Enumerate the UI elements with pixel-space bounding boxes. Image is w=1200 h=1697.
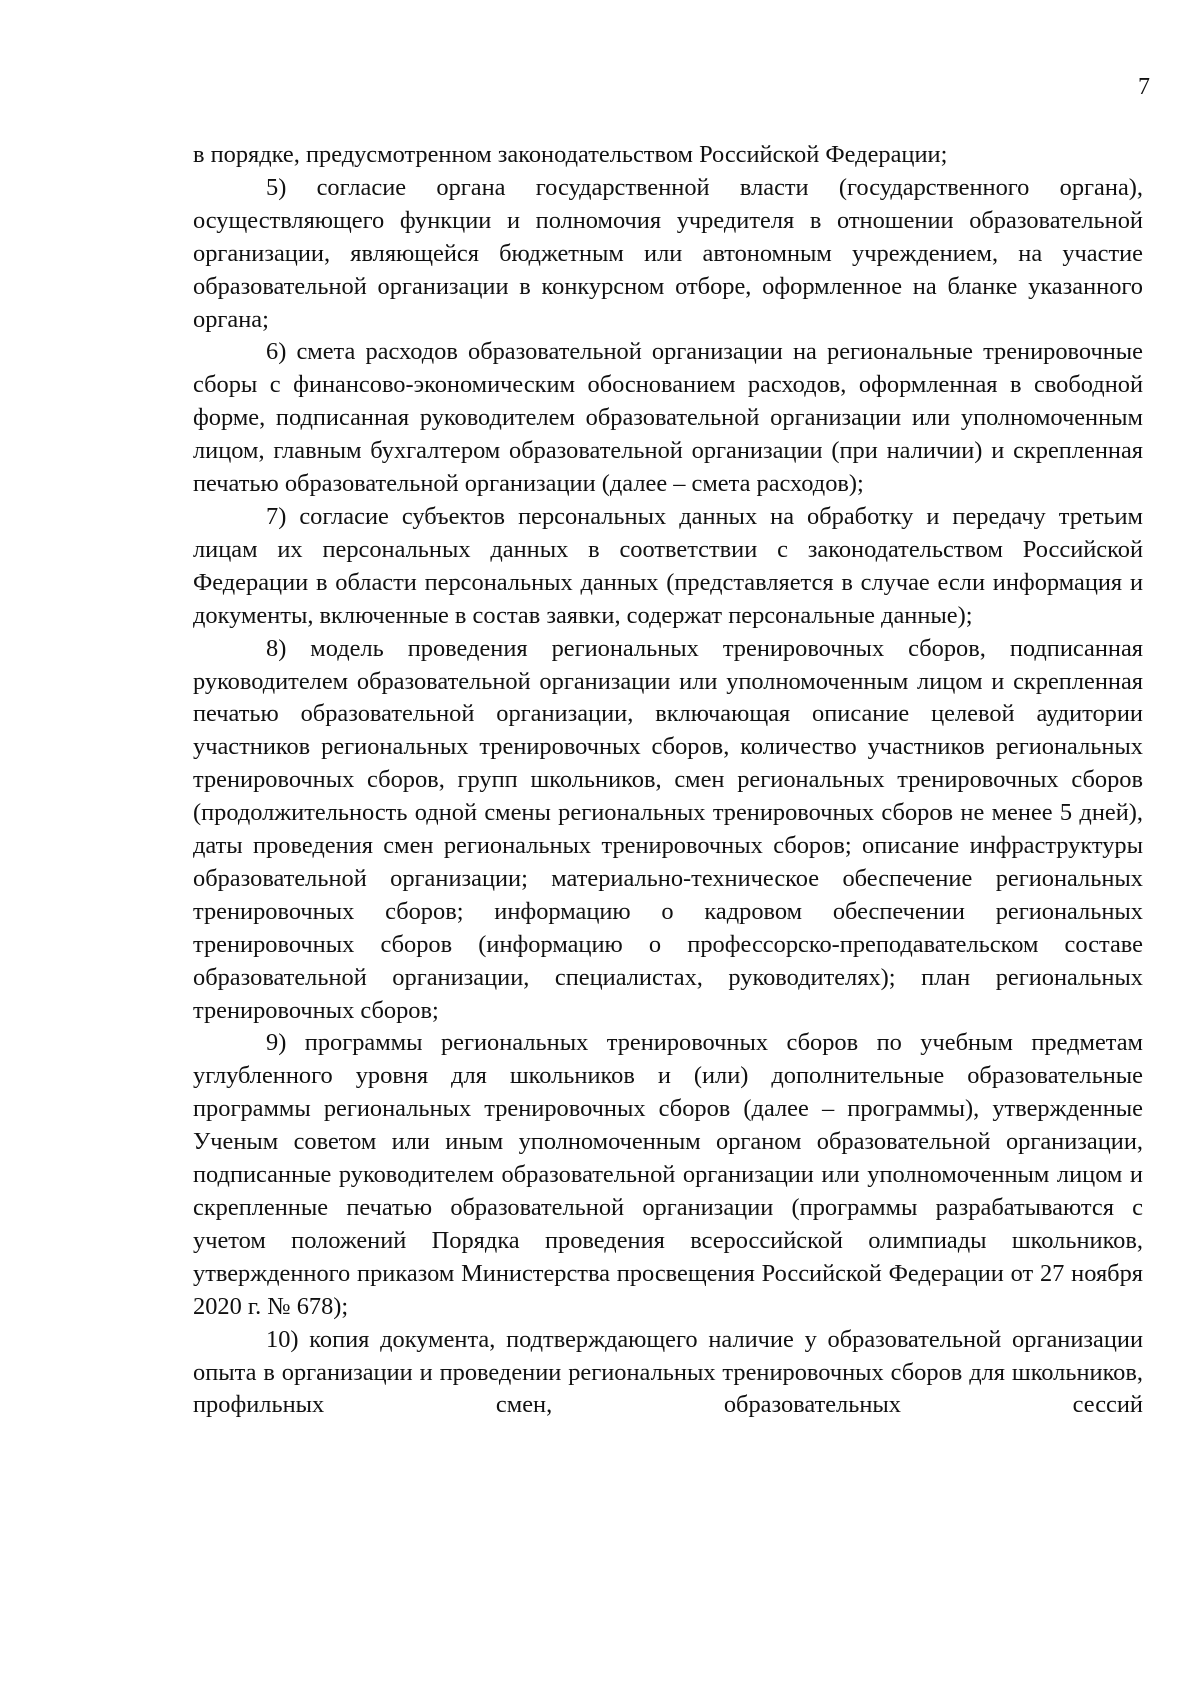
- paragraph-item-5: 5) согласие органа государственной власти (государственного органа), осуществляющего функции и полномочия учредителя в отношении образовательной организации, являющейся бюджетным или автономным учреждением, на участие образовательной организации в конкурсном отборе, оформленное на бланке указанного органа;: [193, 173, 1143, 333]
- paragraph-item-7: 7) согласие субъектов персональных данных на обработку и передачу третьим лицам их персональных данных в соответствии с законодательством Российской Федерации в области персональных данных (представляется в случае если информация и документы, включенные в состав заявки, содержат персональные данные);: [193, 502, 1143, 629]
- paragraph-continuation: в порядке, предусмотренном законодательством Российской Федерации;: [193, 141, 948, 168]
- document-body: [193, 139, 1143, 1422]
- page-number: 7: [1138, 74, 1150, 100]
- paragraph-item-8: 8) модель проведения региональных тренировочных сборов, подписанная руководителем образовательной организации или уполномоченным лицом и скрепленная печатью образовательной организации, включающая описание целевой аудитории участников региональных тренировочных сборов, количество участников региональных тренировочных сборов, групп школьников, смен региональных тренировочных сборов (продолжительность одной смены региональных тренировочных сборов не менее 5 дней), даты проведения смен региональных тренировочных сборов; описание инфраструктуры образовательной организации; материально-техническое обеспечение региональных тренировочных сборов; информацию о кадровом обеспечении региональных тренировочных сборов (информацию о профессорско-преподавательском составе образовательной организации, специалистах, руководителях); план региональных тренировочных сборов;: [193, 634, 1143, 1024]
- paragraph-item-10: 10) копия документа, подтверждающего наличие у образовательной организации опыта в организации и проведении региональных тренировочных сборов для школьников, профильных смен, образовательных сессий: [193, 1325, 1143, 1419]
- paragraph-item-9: 9) программы региональных тренировочных сборов по учебным предметам углубленного уровня для школьников и (или) дополнительные образовательные программы региональных тренировочных сборов (далее – программы), утвержденные Ученым советом или иным уполномоченным органом образовательной организации, подписанные руководителем образовательной организации или уполномоченным лицом и скрепленные печатью образовательной организации (программы разрабатываются с учетом положений Порядка проведения всероссийской олимпиады школьников, утвержденного приказом Министерства просвещения Российской Федерации от 27 ноября 2020 г. № 678);: [193, 1029, 1143, 1320]
- paragraph-item-6: 6) смета расходов образовательной организации на региональные тренировочные сборы с финансово-экономическим обоснованием расходов, оформленная в свободной форме, подписанная руководителем образовательной организации или уполномоченным лицом, главным бухгалтером образовательной организации (при наличии) и скрепленная печатью образовательной организации (далее – смета расходов);: [193, 338, 1143, 498]
